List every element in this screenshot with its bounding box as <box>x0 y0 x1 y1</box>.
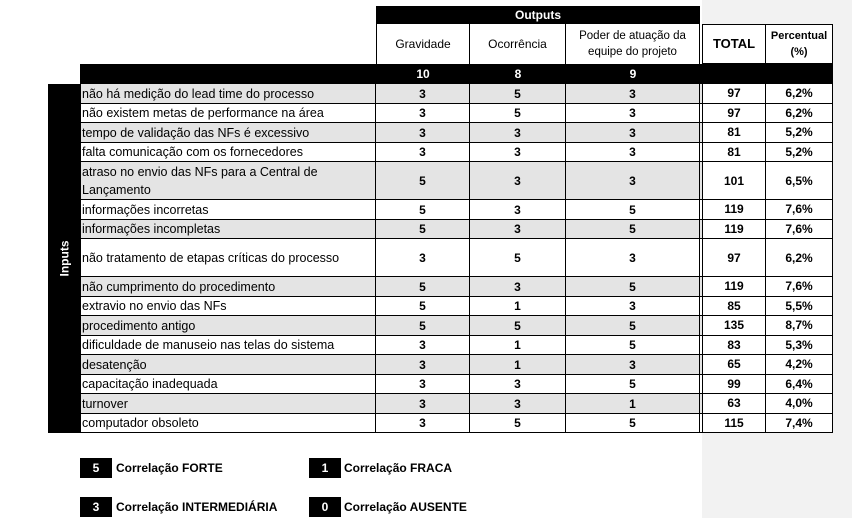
cell-total: 85 <box>702 297 766 317</box>
cell-total: 101 <box>702 162 766 200</box>
cell-percentual: 7,6% <box>766 220 833 240</box>
cell-gravidade: 5 <box>376 316 470 336</box>
row-label: informações incompletas <box>80 220 376 240</box>
weight-o: 8 <box>514 67 522 81</box>
cell-gravidade: 5 <box>376 220 470 240</box>
cell-gravidade: 3 <box>376 414 470 434</box>
cell-poder: 3 <box>566 143 700 163</box>
row-label: procedimento antigo <box>80 316 376 336</box>
legend-value-box: 3 <box>80 497 112 517</box>
cell-total: 119 <box>702 277 766 297</box>
legend-label: Correlação INTERMEDIÁRIA <box>116 500 278 514</box>
cell-poder: 3 <box>566 355 700 375</box>
cell-percentual: 4,0% <box>766 394 833 414</box>
cell-ocorrencia: 5 <box>470 239 566 277</box>
cell-percentual: 7,4% <box>766 414 833 434</box>
cell-percentual: 5,3% <box>766 336 833 356</box>
cell-total: 83 <box>702 336 766 356</box>
row-label: não existem metas de performance na área <box>80 104 376 124</box>
col-header-gravidade: Gravidade <box>376 24 470 64</box>
legend-value-box: 0 <box>309 497 341 517</box>
cell-ocorrencia: 1 <box>470 297 566 317</box>
cell-ocorrencia: 3 <box>470 200 566 220</box>
row-label: extravio no envio das NFs <box>80 297 376 317</box>
row-label: tempo de validação das NFs é excessivo <box>80 123 376 143</box>
cell-total: 81 <box>702 143 766 163</box>
row-label: informações incorretas <box>80 200 376 220</box>
cell-ocorrencia: 3 <box>470 143 566 163</box>
weight-g: 10 <box>416 67 430 81</box>
cell-poder: 5 <box>566 336 700 356</box>
cell-ocorrencia: 1 <box>470 355 566 375</box>
cell-percentual: 6,5% <box>766 162 833 200</box>
cell-total: 97 <box>702 104 766 124</box>
row-label: não há medição do lead time do processo <box>80 84 376 104</box>
cell-gravidade: 3 <box>376 84 470 104</box>
legend-label: Correlação FRACA <box>344 461 453 475</box>
cell-total: 119 <box>702 220 766 240</box>
legend-value-box: 1 <box>309 458 341 478</box>
weight-p: 9 <box>629 67 637 81</box>
outputs-header: Outputs <box>376 6 700 24</box>
col-header-poder: Poder de atuação da equipe do projeto <box>566 24 700 64</box>
cell-gravidade: 3 <box>376 143 470 163</box>
cell-total: 63 <box>702 394 766 414</box>
cell-ocorrencia: 3 <box>470 220 566 240</box>
cell-percentual: 6,4% <box>766 375 833 395</box>
cell-total: 115 <box>702 414 766 434</box>
cell-ocorrencia: 5 <box>470 84 566 104</box>
cell-ocorrencia: 3 <box>470 394 566 414</box>
cell-gravidade: 3 <box>376 394 470 414</box>
cell-percentual: 6,2% <box>766 239 833 277</box>
row-label: capacitação inadequada <box>80 375 376 395</box>
cell-total: 97 <box>702 84 766 104</box>
cell-gravidade: 3 <box>376 123 470 143</box>
cell-gravidade: 3 <box>376 104 470 124</box>
cell-total: 119 <box>702 200 766 220</box>
col-header-ocorrencia: Ocorrência <box>470 24 566 64</box>
cell-percentual: 8,7% <box>766 316 833 336</box>
cell-gravidade: 3 <box>376 336 470 356</box>
cell-ocorrencia: 5 <box>470 104 566 124</box>
cell-percentual: 7,6% <box>766 277 833 297</box>
cell-total: 99 <box>702 375 766 395</box>
cell-gravidade: 5 <box>376 277 470 297</box>
row-label: falta comunicação com os fornecedores <box>80 143 376 163</box>
row-label: não cumprimento do procedimento <box>80 277 376 297</box>
cell-gravidade: 5 <box>376 200 470 220</box>
cell-ocorrencia: 3 <box>470 162 566 200</box>
cell-ocorrencia: 1 <box>470 336 566 356</box>
cell-ocorrencia: 3 <box>470 375 566 395</box>
cell-poder: 3 <box>566 104 700 124</box>
cell-gravidade: 3 <box>376 355 470 375</box>
cell-percentual: 5,2% <box>766 143 833 163</box>
cell-percentual: 5,5% <box>766 297 833 317</box>
row-label: dificuldade de manuseio nas telas do sistema <box>80 336 376 356</box>
row-label: computador obsoleto <box>80 414 376 434</box>
legend-label: Correlação AUSENTE <box>344 500 467 514</box>
cell-poder: 3 <box>566 84 700 104</box>
cell-total: 81 <box>702 123 766 143</box>
cell-gravidade: 5 <box>376 297 470 317</box>
row-label: atraso no envio das NFs para a Central de Lançamento <box>80 162 376 200</box>
cell-percentual: 6,2% <box>766 84 833 104</box>
cell-total: 97 <box>702 239 766 277</box>
inputs-label: Inputs <box>57 240 71 277</box>
cell-poder: 5 <box>566 200 700 220</box>
legend-value-box: 5 <box>80 458 112 478</box>
cell-total: 65 <box>702 355 766 375</box>
legend-label: Correlação FORTE <box>116 461 223 475</box>
cell-percentual: 5,2% <box>766 123 833 143</box>
col-header-total: TOTAL <box>702 24 766 64</box>
cell-ocorrencia: 3 <box>470 123 566 143</box>
row-label: desatenção <box>80 355 376 375</box>
cell-poder: 3 <box>566 162 700 200</box>
cell-ocorrencia: 5 <box>470 316 566 336</box>
cell-total: 135 <box>702 316 766 336</box>
cell-poder: 1 <box>566 394 700 414</box>
cell-poder: 5 <box>566 277 700 297</box>
cell-gravidade: 3 <box>376 375 470 395</box>
cell-poder: 5 <box>566 220 700 240</box>
row-label: não tratamento de etapas críticas do processo <box>80 239 376 277</box>
cell-poder: 5 <box>566 316 700 336</box>
cell-poder: 5 <box>566 375 700 395</box>
cell-poder: 3 <box>566 297 700 317</box>
row-label: turnover <box>80 394 376 414</box>
cell-poder: 5 <box>566 414 700 434</box>
cell-poder: 3 <box>566 239 700 277</box>
cell-gravidade: 5 <box>376 162 470 200</box>
cell-poder: 3 <box>566 123 700 143</box>
cell-gravidade: 3 <box>376 239 470 277</box>
cell-percentual: 6,2% <box>766 104 833 124</box>
cell-percentual: 4,2% <box>766 355 833 375</box>
cell-ocorrencia: 3 <box>470 277 566 297</box>
col-header-percentual: Percentual (%) <box>766 24 833 64</box>
cell-percentual: 7,6% <box>766 200 833 220</box>
cell-ocorrencia: 5 <box>470 414 566 434</box>
